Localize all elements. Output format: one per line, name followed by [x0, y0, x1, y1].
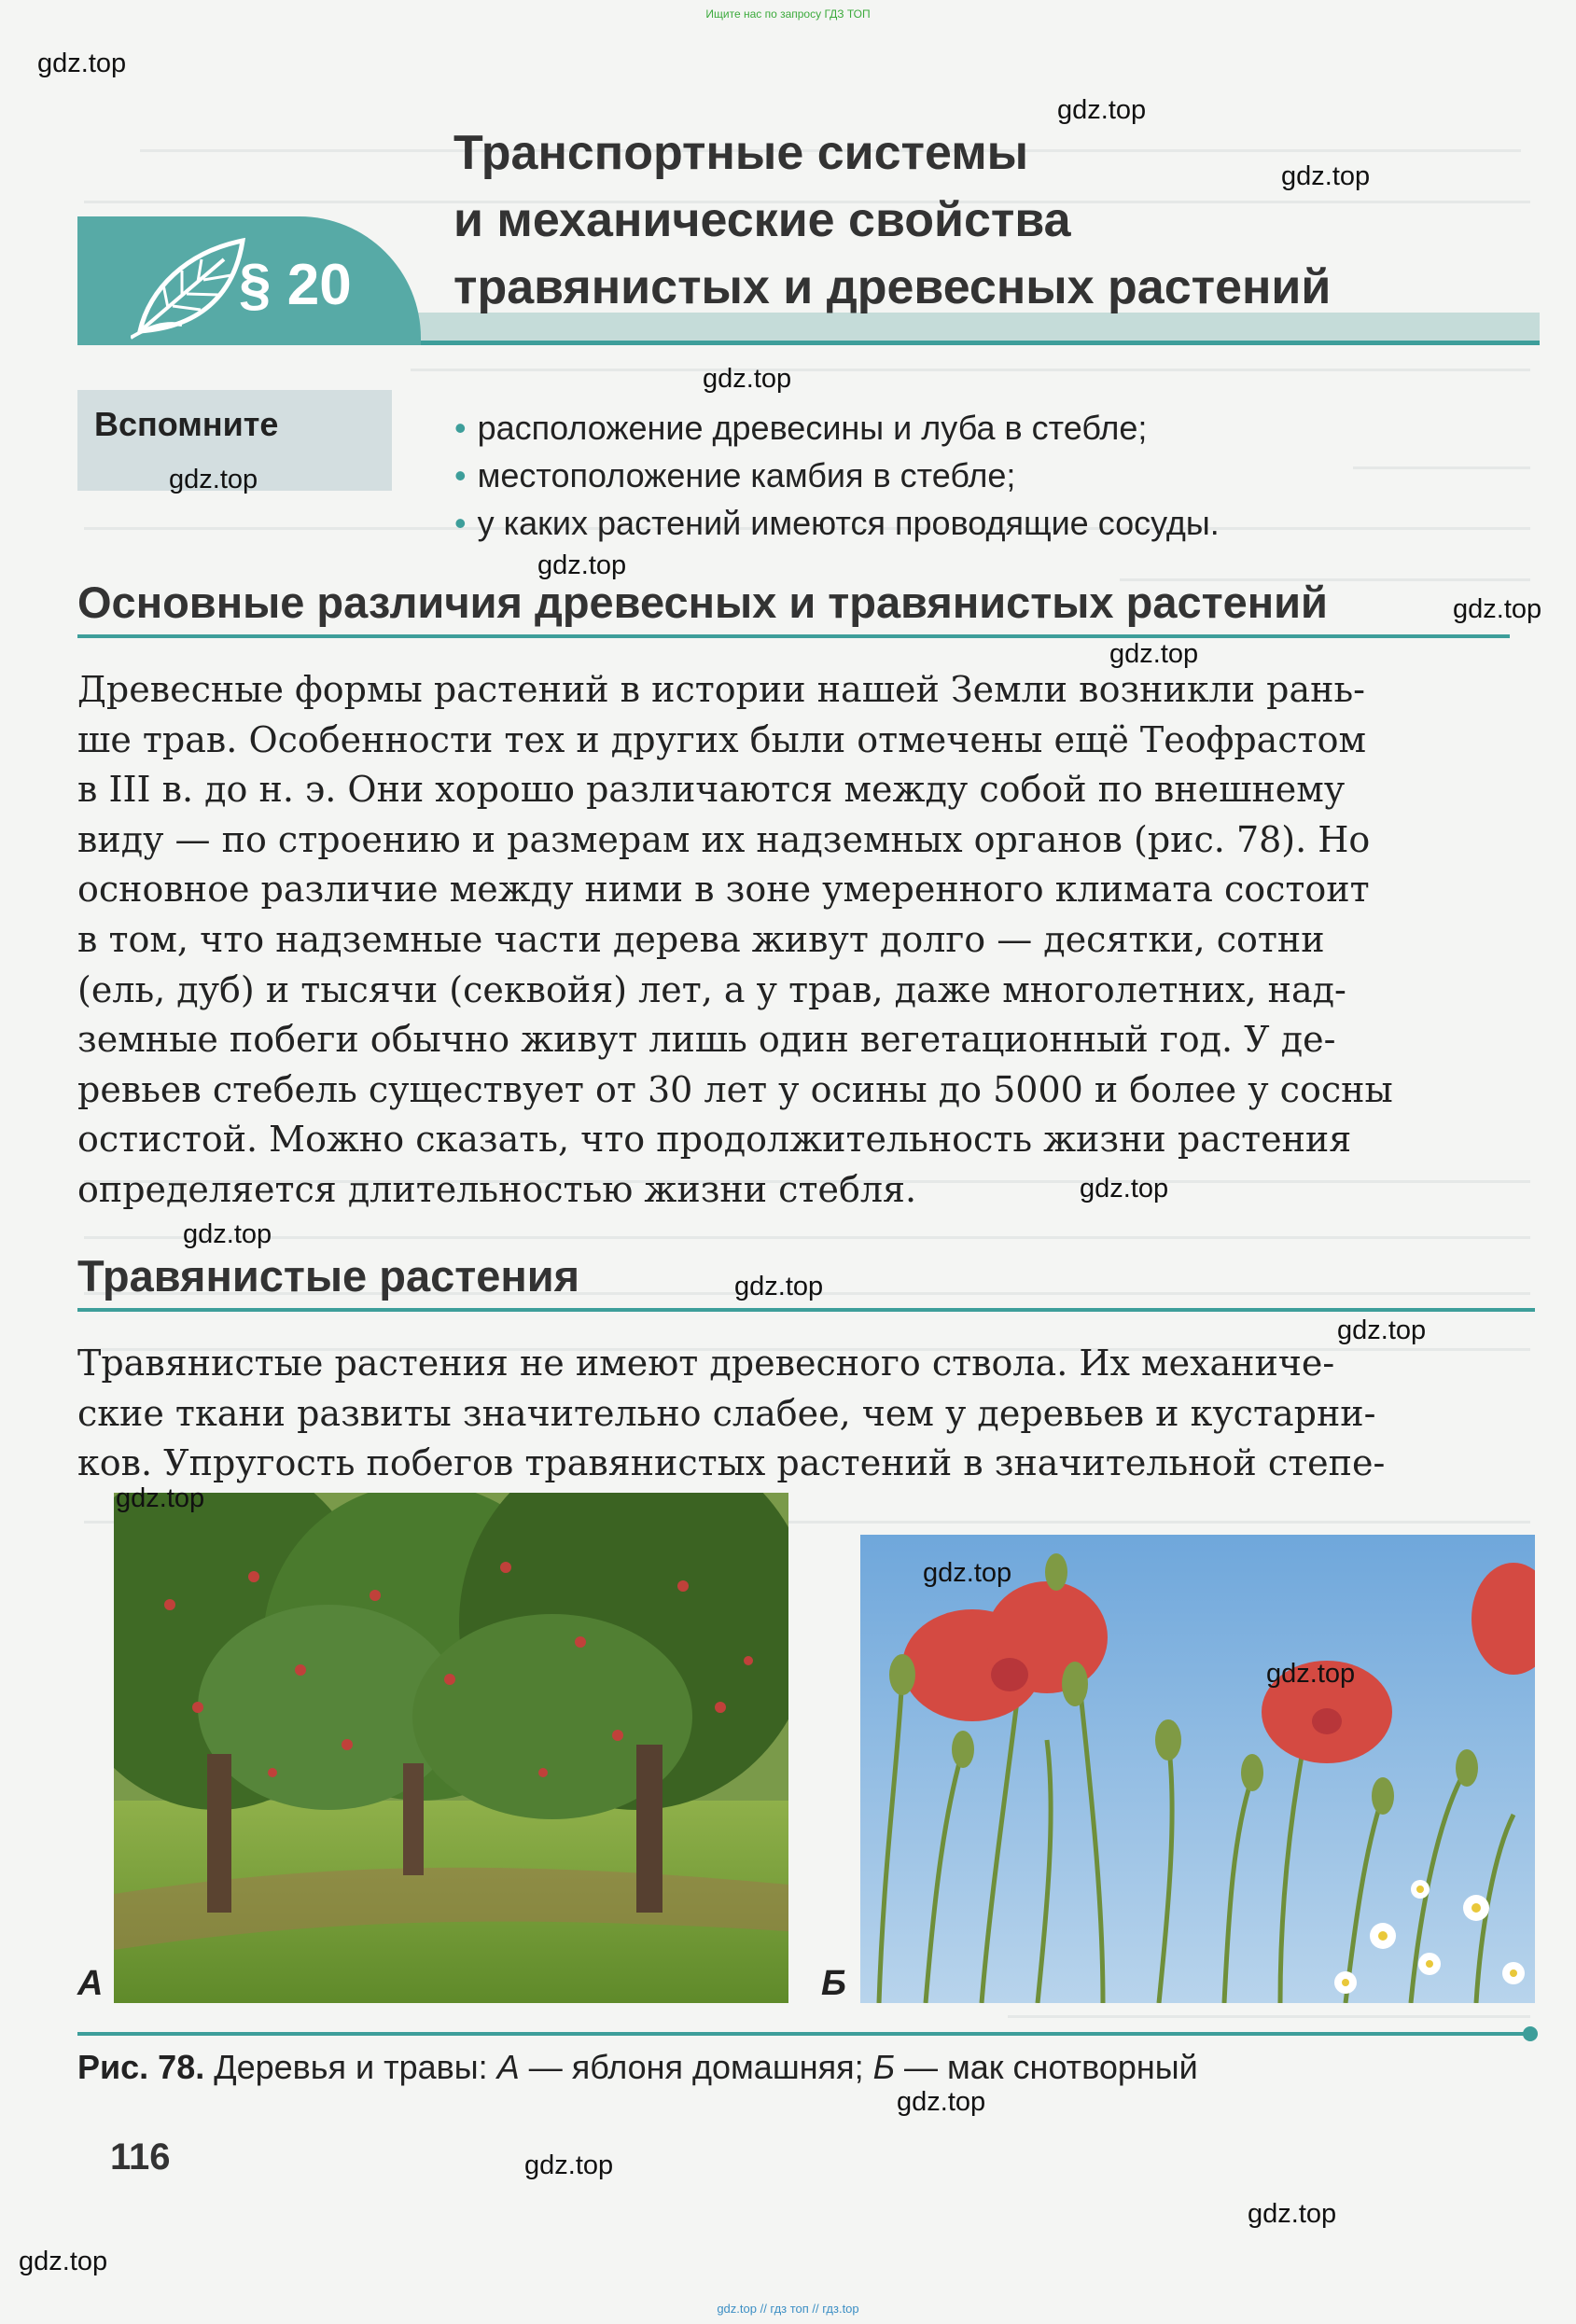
top-banner: Ищите нас по запросу ГДЗ ТОП	[705, 7, 871, 21]
bottom-links[interactable]: gdz.top // гдз топ // гдз.top	[717, 2302, 859, 2316]
paragraph-number: § 20	[239, 253, 352, 317]
text-line: Древесные формы растений в истории нашей Земли возникли рань-	[77, 669, 1365, 710]
text-line: определяется длительностью жизни стебля.	[77, 1168, 917, 1210]
text-line: Травянистые растения не имеют древесного ствола. Их механиче-	[77, 1343, 1335, 1384]
caption-a: А	[496, 2048, 520, 2086]
caption-b: Б	[872, 2048, 896, 2086]
watermark: gdz.top	[923, 1558, 1012, 1588]
watermark: gdz.top	[734, 1272, 824, 1301]
section2-body	[77, 1339, 1533, 1489]
watermark: gdz.top	[169, 465, 258, 494]
watermark: gdz.top	[1248, 2199, 1337, 2229]
photo-apple-orchard	[114, 1493, 788, 2003]
text-line: в III в. до н. э. Они хорошо различаются между собой по внешнему	[77, 769, 1346, 811]
text-line: ше трав. Особенности тех и других были отмечены ещё Теофрастом	[77, 718, 1367, 760]
remember-list	[454, 404, 1220, 547]
figure-label-b: Б	[821, 1964, 846, 2003]
caption-b-text: — мак снотворный	[895, 2048, 1198, 2086]
section-heading-rule	[77, 634, 1510, 638]
text-line: основное различие между ними в зоне умеренного климата состоит	[77, 869, 1370, 911]
caption-prefix: Рис. 78.	[77, 2048, 205, 2086]
watermark: gdz.top	[1281, 161, 1371, 191]
section1-body	[77, 665, 1533, 1216]
watermark: gdz.top	[183, 1219, 272, 1249]
remember-item: • у каких растений имеются проводящие сосуды.	[454, 499, 1220, 547]
caption-a-text: — яблоня домашняя;	[519, 2048, 873, 2086]
section-heading-herbs: Травянистые растения	[77, 1251, 580, 1301]
section-heading-differences: Основные различия древесных и травянистых растений	[77, 578, 1328, 627]
leaf-icon	[131, 233, 252, 341]
watermark: gdz.top	[1080, 1174, 1169, 1204]
photo-poppies	[860, 1535, 1535, 2003]
text-line: остистой. Можно сказать, что продолжительность жизни растения	[77, 1119, 1352, 1161]
watermark: gdz.top	[524, 2150, 614, 2180]
figure-rule-dot	[1523, 2026, 1538, 2041]
text-line: ков. Упругость побегов травянистых растений в значительной степе-	[77, 1442, 1386, 1484]
watermark: gdz.top	[19, 2247, 108, 2276]
title-line: и механические свойства	[453, 193, 1071, 247]
watermark: gdz.top	[703, 364, 792, 394]
text-line: земные побеги обычно живут лишь один вегетационный год. У де-	[77, 1019, 1336, 1061]
watermark: gdz.top	[537, 550, 627, 580]
title-line: Транспортные системы	[453, 126, 1029, 180]
watermark: gdz.top	[1337, 1315, 1427, 1345]
figure-label-a: А	[77, 1964, 104, 2003]
text-line: ревьев стебель существует от 30 лет у осины до 5000 и более у сосны	[77, 1068, 1393, 1110]
watermark: gdz.top	[116, 1483, 205, 1513]
watermark: gdz.top	[37, 49, 127, 78]
text-line: (ель, дуб) и тысячи (секвойя) лет, а у трав, даже многолетних, над-	[77, 968, 1346, 1010]
section-heading-rule	[77, 1308, 1535, 1312]
page-title	[453, 119, 1536, 321]
figure-caption	[77, 2048, 1198, 2087]
title-line: травянистых и древесных растений	[453, 260, 1332, 314]
watermark: gdz.top	[1109, 639, 1199, 669]
caption-text: Деревья и травы:	[204, 2048, 497, 2086]
text-line: ские ткани развиты значительно слабее, чем у деревьев и кустарни-	[77, 1392, 1376, 1434]
text-line: виду — по строению и размерам их надземных органов (рис. 78). Но	[77, 818, 1371, 860]
text-line: в том, что надземные части дерева живут долго — десятки, сотни	[77, 918, 1325, 960]
remember-item: • расположение древесины и луба в стебле;	[454, 404, 1220, 452]
watermark: gdz.top	[1453, 594, 1542, 624]
page-number: 116	[110, 2136, 171, 2178]
remember-label: Вспомните	[94, 405, 279, 443]
remember-item: • местоположение камбия в стебле;	[454, 452, 1220, 499]
watermark: gdz.top	[897, 2087, 986, 2117]
watermark: gdz.top	[1057, 95, 1147, 125]
figure-rule	[77, 2032, 1535, 2036]
watermark: gdz.top	[1266, 1659, 1356, 1689]
